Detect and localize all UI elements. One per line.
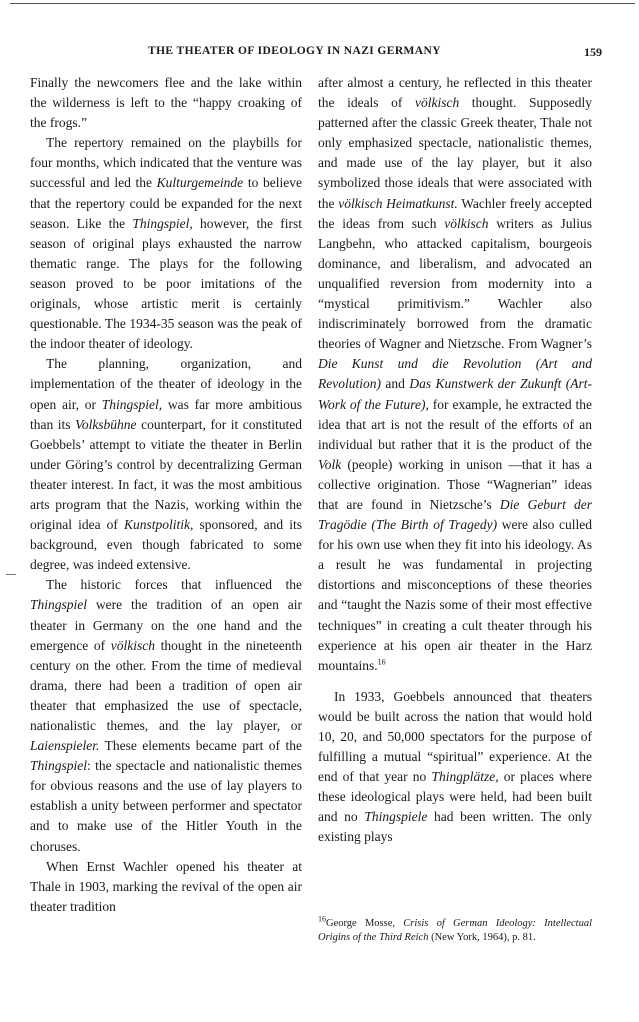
- text-run: thought in the nineteenth century on the other. From the time of medieval drama, there had been a tradition of open air theater that emphasized the use of spectacle, nationalistic themes, and the lay player, or: [30, 637, 302, 733]
- text-run: George Mosse,: [326, 918, 404, 929]
- paragraph: [318, 73, 592, 676]
- italic-text: Kulturgemeinde: [156, 175, 244, 191]
- text-run: were also culled for his own use when they fit into his ideology. As a result he was fundamental in projecting distortions and misconceptions of these theories and “taught the Nazis some of their most effective techniques” in creating a cult theater through his experience at his open air theater in the Harz mountains.: [318, 517, 592, 673]
- italic-text: völkisch: [444, 215, 489, 231]
- italic-text: Volk: [318, 456, 342, 472]
- italic-text: Volksbühne: [75, 416, 137, 432]
- text-run: to believe that the repertory could be expanded for the next season. Like the: [30, 175, 302, 231]
- text-run: had been written. The only existing plays: [318, 809, 592, 845]
- italic-text: Laienspieler.: [30, 738, 100, 754]
- italic-text: Thingplätze,: [431, 769, 499, 785]
- text-run: for example, he extracted the idea that art is not the result of the efforts of an individual but rather that it is the product of the: [318, 396, 593, 452]
- italic-text: Thingspiel: [30, 597, 88, 613]
- italic-text: Kunstpolitik,: [123, 517, 194, 533]
- text-run: thought. Supposedly patterned after the classic Greek theater, Thale not only emphasized spectacle, nationalistic themes, and made use of the lay player, but it also symbolized those ideals that were associated with the: [318, 95, 592, 211]
- italic-text: Thingspiel: [30, 758, 88, 774]
- italic-text: völkisch: [414, 95, 460, 111]
- text-run: and: [380, 376, 410, 392]
- footnote-marker: 16: [377, 657, 386, 667]
- italic-text: Das Kunstwerk der Zukunft (Art-Work of the Future),: [318, 376, 592, 412]
- text-run: When Ernst Wachler opened his theater at Thale in 1903, marking the revival of the open air theater tradition: [30, 858, 302, 914]
- text-run: after almost a century, he reflected in this theater the ideals of: [318, 75, 592, 111]
- paragraph: [30, 133, 302, 354]
- text-run: Wachler freely accepted the ideas from such: [318, 195, 592, 231]
- text-run: : the spectacle and nationalistic themes for obvious reasons and the use of lay players to establish a unity between performer and spectator and to make use of the Hitler Youth in the choruses.: [30, 758, 302, 854]
- text-run: These elements became part of the: [99, 738, 302, 754]
- left-column: [30, 73, 302, 917]
- text-run: was far more ambitious than its: [30, 396, 303, 432]
- paragraph: [30, 575, 302, 856]
- text-run: The repertory remained on the playbills for four months, which indicated that the venture was successful and led the: [30, 135, 302, 191]
- text-run: were the tradition of an open air theater in Germany on the one hand and the emergence of: [30, 597, 302, 653]
- page-header: [30, 45, 602, 63]
- text-run: or places where these ideological plays were held, had been built and no: [318, 769, 592, 825]
- text-run: In 1933, Goebbels announced that theaters would be built across the nation that would hold 10, 20, and 50,000 spectators for the purpose of fulfilling a mutual “spiritual” experience. At the end of that year no: [318, 688, 592, 785]
- right-column: [318, 73, 592, 848]
- top-rule: [10, 3, 635, 4]
- text-run: The planning, organization, and implementation of the theater of ideology in the open air, or: [30, 356, 302, 412]
- italic-text: völkisch: [110, 637, 155, 653]
- running-title: THE THEATER OF IDEOLOGY IN NAZI GERMANY: [148, 45, 441, 57]
- italic-text: Die Geburt der Tragödie (The Birth of Tragedy): [318, 496, 592, 533]
- italic-text: Thingspiel,: [101, 396, 163, 412]
- text-run: counterpart, for it constituted Goebbels’ attempt to vitiate the theater in Berlin under Göring’s control by decentralizing German theater interest. In fact, it was the most ambitious arts program that the Nazis, working within the original idea of: [30, 416, 303, 533]
- text-run: however, the first season of original plays exhausted the narrow thematic range. The plays for the following season proved to be poor imitations of the originals, whose artistic merit is certainly questionable. The 1934-35 season was the peak of the indoor theater of ideology.: [30, 215, 302, 352]
- margin-mark: [6, 574, 16, 575]
- text-run: sponsored, and its background, even though fabricated to some degree, was indeed extensive.: [30, 517, 302, 573]
- footnote: [318, 914, 592, 945]
- italic-text: Die Kunst und die Revolution (Art and Revolution): [318, 356, 592, 392]
- paragraph: [30, 857, 302, 917]
- italic-text: Thingspiel,: [132, 215, 193, 231]
- italic-text: Thingspiele: [364, 809, 428, 825]
- paragraph: [30, 73, 302, 133]
- italic-text: völkisch Heimatkunst.: [338, 195, 458, 211]
- page-number: 159: [584, 45, 602, 59]
- text-run: writers as Julius Langbehn, who attacked capitalism, bourgeois dominance, and liberalism, and advocated an unqualified reversion from modernity into a “mystical primitivism.” Wachler also indiscriminately borrowed from the dramatic theories of Wagner and Nietzsche. From Wagner’s: [318, 215, 592, 352]
- italic-text: Crisis of German Ideology: Intellectual Origins of the Third Reich: [318, 918, 592, 943]
- paragraph: [318, 687, 592, 848]
- text-run: Finally the newcomers flee and the lake within the wilderness is left to the “happy croaking of the frogs.”: [30, 75, 302, 131]
- footnote-marker: 16: [318, 914, 326, 924]
- text-run: (people) working in unison —that it has a collective origination. Those “Wagnerian” ideas that are found in Nietzsche’s: [318, 456, 592, 512]
- text-run: (New York, 1964), p. 81.: [428, 932, 536, 943]
- paragraph: [30, 354, 302, 575]
- text-run: The historic forces that influenced the: [46, 577, 302, 593]
